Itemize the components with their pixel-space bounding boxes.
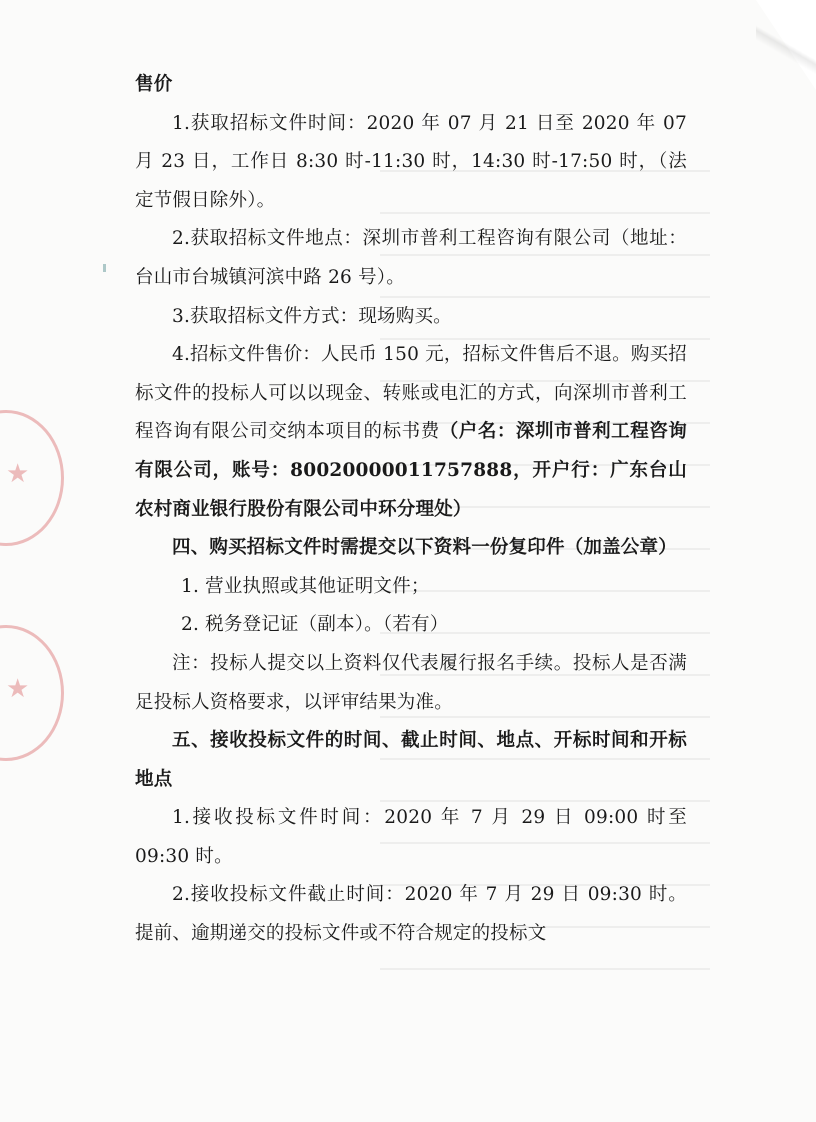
paragraph-obtain-location: 2.获取招标文件地点：深圳市普利工程咨询有限公司（地址：台山市台城镇河滨中路 26 号）。	[135, 228, 687, 288]
scan-speck	[103, 264, 106, 272]
section-4-title: 四、购买招标文件时需提交以下资料一份复印件（加盖公章）	[172, 537, 677, 559]
paragraph-price	[135, 336, 687, 529]
note-paragraph: 注：投标人提交以上资料仅代表履行报名手续。投标人是否满足投标人资格要求，以评审结果为准。	[135, 652, 687, 713]
bank-info: （户名：深圳市普利工程咨询有限公司，账号：80020000011757888，开户行：广东台山农村商业银行股份有限公司中环分理处）	[135, 421, 688, 520]
paragraph-deadline: 2.接收投标文件截止时间：2020 年 7 月 29 日 09:30 时。提前、逾期递交的投标文件或不符合规定的投标文	[135, 884, 687, 945]
price-text: 4.招标文件售价：人民币 150 元，招标文件售后不退。购买招标文件的投标人可以以现金、转账或电汇的方式，向深圳市普利工程咨询有限公司交纳本项目的标书费	[135, 344, 687, 443]
document-body	[135, 66, 687, 954]
seal-star-icon: ★	[6, 459, 30, 489]
paragraph-receive-time: 1.接收投标文件时间：2020 年 7 月 29 日 09:00 时至 09:30 时。	[135, 807, 687, 867]
heading-tail: 售价	[135, 74, 173, 95]
page-corner-fold-shadow	[756, 0, 816, 90]
red-seal-fragment	[0, 625, 64, 761]
paragraph-obtain-method: 3.获取招标文件方式：现场购买。	[172, 305, 452, 327]
section-5-title: 五、接收投标文件的时间、截止时间、地点、开标时间和开标地点	[135, 730, 687, 790]
red-seal-fragment	[0, 410, 64, 546]
section-4-item: 2. 税务登记证（副本）。（若有）	[181, 614, 449, 636]
paragraph-obtain-time: 1.获取招标文件时间：2020 年 07 月 21 日至 2020 年 07 月 23 日，工作日 8:30 时-11:30 时，14:30 时-17:50 时，（法定节假日除外）。	[135, 112, 687, 211]
seal-star-icon: ★	[6, 674, 30, 704]
section-4-item: 1. 营业执照或其他证明文件；	[181, 575, 430, 597]
